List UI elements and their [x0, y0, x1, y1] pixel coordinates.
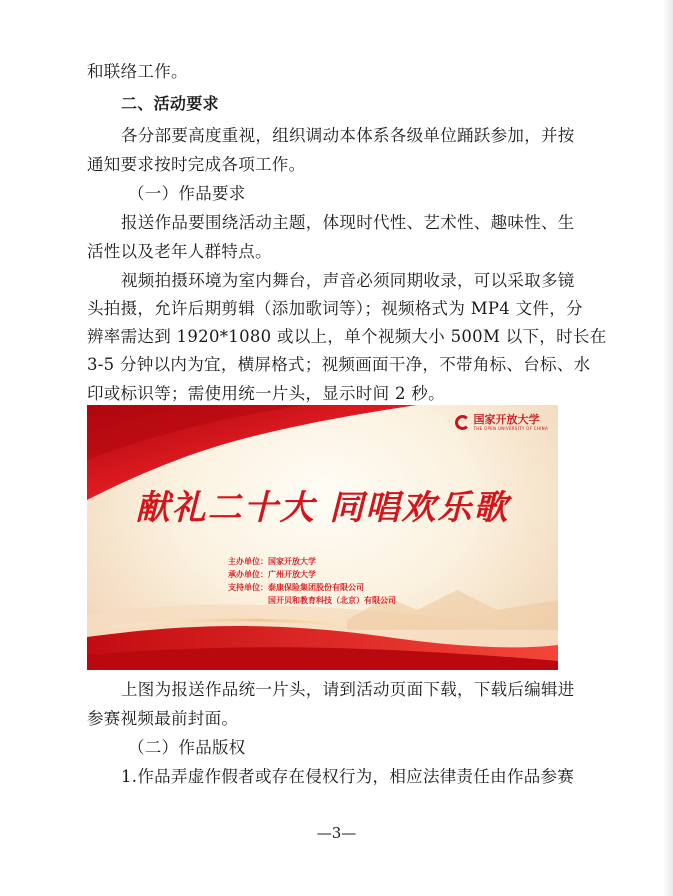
university-emblem-icon	[455, 415, 470, 430]
banner-decoration	[87, 405, 558, 670]
paragraph-line: 报送作品要围绕活动主题，体现时代性、艺术性、趣味性、生	[121, 213, 575, 232]
opening-title-image	[87, 405, 558, 670]
paragraph-line: 上图为报送作品统一片头，请到活动页面下载，下载后编辑进	[121, 680, 575, 699]
section-heading: 二、活动要求	[121, 94, 219, 113]
page-edge-shadow	[663, 0, 673, 896]
paragraph-line: 活性以及老年人群特点。	[87, 242, 272, 261]
university-logo	[455, 413, 548, 432]
subsection-heading: （一）作品要求	[128, 184, 246, 203]
paragraph-line: 印或标识等；需使用统一片头，显示时间 2 秒。	[87, 384, 445, 403]
paragraph-line: 视频拍摄环境为室内舞台，声音必须同期收录，可以采取多镜	[121, 271, 575, 290]
page-number: —3—	[316, 824, 357, 842]
organizer-line: 国开贝和教育科技（北京）有限公司	[228, 596, 396, 605]
paragraph-line: 参赛视频最前封面。	[87, 709, 239, 728]
organizer-line: 承办单位：广州开放大学	[228, 570, 316, 579]
paragraph-line: 头拍摄，允许后期剪辑（添加歌词等）；视频格式为 MP4 文件，分	[87, 299, 583, 318]
organizer-line: 支持单位：泰康保险集团股份有限公司	[228, 583, 364, 592]
logo-english-name: THE OPEN UNIVERSITY OF CHINA	[473, 426, 548, 431]
paragraph-line: 和联络工作。	[87, 62, 188, 81]
organizer-line: 主办单位：国家开放大学	[228, 557, 316, 566]
subsection-heading: （二）作品版权	[128, 738, 246, 757]
paragraph-line: 1.作品弄虚作假者或存在侵权行为，相应法律责任由作品参赛	[121, 767, 575, 786]
banner-title: 献礼二十大 同唱欢乐歌	[135, 488, 510, 528]
logo-chinese-name: 国家开放大学	[473, 413, 540, 426]
paragraph-line: 通知要求按时完成各项工作。	[87, 155, 306, 174]
paragraph-line: 各分部要高度重视，组织调动本体系各级单位踊跃参加，并按	[121, 126, 575, 145]
paragraph-line: 辨率需达到 1920*1080 或以上，单个视频大小 500M 以下，时长在	[87, 327, 607, 346]
paragraph-line: 3-5 分钟以内为宜，横屏格式；视频画面干净，不带角标、台标、水	[87, 355, 591, 374]
